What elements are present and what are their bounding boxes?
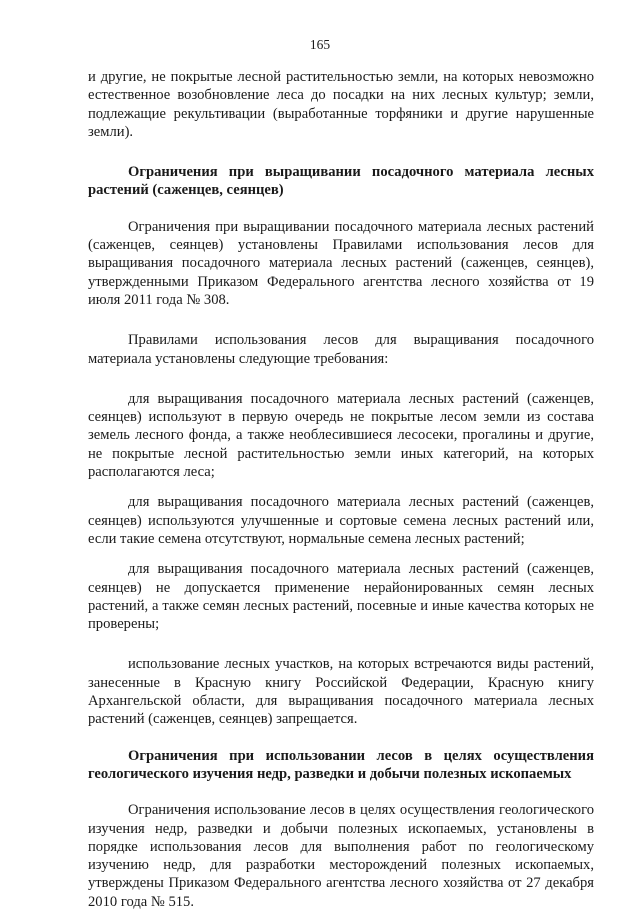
paragraph-continuation: и другие, не покрытые лесной растительностью земли, на которых невозможно естественное возобновление леса до посадки на них лесных культур; земли, подлежащие рекультивации (выработанные торфяники и другие нарушенные земли).	[88, 69, 594, 140]
paragraph-planting-rules: Ограничения при выращивании посадочного материала лесных растений (саженцев, сеянцев) установлены Правилами использования лесов для выращивания посадочного материала лесных растений (саженцев, сеянцев), утвержденными Приказом Федерального агентства лесного хозяйства от 19 июля 2011 года № 308.	[88, 218, 594, 308]
paragraph-requirement-lands: для выращивания посадочного материала лесных растений (саженцев, сеянцев) используют в первую очередь не покрытые лесом земли из состава земель лесного фонда, а также необлесившиеся лесосеки, прогалины и другие, не покрытые лесной растительностью земли иных категорий, на которых располагаются леса;	[88, 390, 594, 481]
document-body	[88, 68, 594, 911]
paragraph-geology-rules: Ограничения использование лесов в целях осуществления геологического изучения недр, разведки и добычи полезных ископаемых, установлены в порядке использования лесов для выполнения работ по геологическому изучению недр, для разработки месторождений полезных ископаемых, утверждены Приказом Федерального агентства лесного хозяйства от 27 декабря 2010 года № 515.	[88, 802, 594, 910]
paragraph-requirement-seeds: для выращивания посадочного материала лесных растений (саженцев, сеянцев) используются улучшенные и сортовые семена лесных растений или, если такие семена отсутствуют, нормальные семена лесных растений;	[88, 494, 594, 547]
paragraph-requirements-intro: Правилами использования лесов для выращивания посадочного материала установлены следующие требования:	[88, 332, 594, 367]
paragraph-requirement-unzoned-seeds: для выращивания посадочного материала лесных растений (саженцев, сеянцев) не допускается применение нерайонированных семян лесных растений, а также семян лесных растений, посевные и иные качества которых не проверены;	[88, 561, 594, 633]
section-heading-geology: Ограничения при использовании лесов в целях осуществления геологического изучения недр, разведки и добычи полезных ископаемых	[88, 747, 594, 782]
page-number: 165	[309, 37, 331, 52]
paragraph-red-book-prohibition: использование лесных участков, на которых встречаются виды растений, занесенные в Красную книгу Российской Федерации, Красную книгу Архангельской области, для выращивания посадочного материала лесных растений (саженцев, сеянцев) запрещается.	[88, 656, 594, 728]
section-heading-planting-material: Ограничения при выращивании посадочного материала лесных растений (саженцев, сеянцев)	[88, 164, 594, 199]
